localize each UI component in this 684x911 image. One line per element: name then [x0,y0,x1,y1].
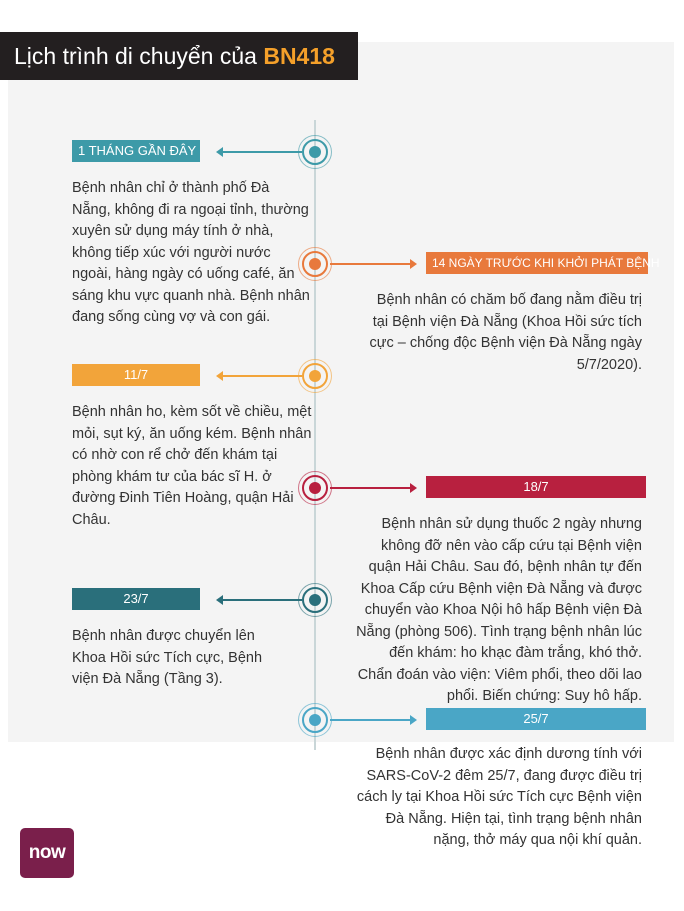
event-connector-6 [330,719,410,721]
event-connector-2 [330,263,410,265]
event-node-1 [302,139,328,165]
event-text-5: Bệnh nhân được chuyển lên Khoa Hồi sức Tích cực, Bệnh viện Đà Nẵng (Tầng 3). [72,628,263,687]
event-connector-1 [222,151,302,153]
event-connector-4 [330,487,410,489]
event-node-4 [302,475,328,501]
event-text-1: Bệnh nhân chỉ ở thành phố Đà Nẵng, không đi ra ngoại tỉnh, thường xuyên sử dụng máy tính ở nhà, không tiếp xúc với người nước ngoài, hàng ngày có uống café, ăn sáng khu vực quanh nhà. Bệnh nhân đang sống cùng vợ và con gái. [72,180,310,325]
event-label-5: 23/7 [72,588,200,610]
event-connector-5 [222,599,302,601]
timeline-line [314,120,316,750]
event-connector-3 [222,375,302,377]
event-arrow-5 [216,595,223,605]
event-text-3: Bệnh nhân ho, kèm sốt về chiều, mệt mỏi, sụt ký, ăn uống kém. Bệnh nhân có nhờ con rể chở đến khám tại phòng khám tư của bác sĩ H. ở đường Đinh Tiên Hoàng, quận Hải Châu. [72,404,312,528]
event-arrow-4 [410,483,417,493]
title-prefix: Lịch trình di chuyển của [14,43,264,69]
event-node-3 [302,363,328,389]
page-title [0,32,358,80]
now-logo: now [20,828,74,878]
event-node-2 [302,251,328,277]
event-text-4: Bệnh nhân sử dụng thuốc 2 ngày nhưng không đỡ nên vào cấp cứu tại Bệnh viện quận Hải Châu. Sau đó, bệnh nhân tự đến Khoa Cấp cứu Bệnh viện Đà Nẵng và được chuyển vào Khoa Nội hô hấp Bệnh viện Đà Nẵng (phòng 506). Tình trạng bệnh nhân lúc đến khám: ho khạc đàm trắng, khó thở. Chẩn đoán vào viện: Viêm phổi, theo dõi lao phổi. Biến chứng: Suy hô hấp. [356,516,642,704]
event-arrow-2 [410,259,417,269]
event-node-5 [302,587,328,613]
event-label-4: 18/7 [426,476,646,498]
event-label-6: 25/7 [426,708,646,730]
event-text-2: Bệnh nhân có chăm bố đang nằm điều trị tại Bệnh viện Đà Nẵng (Khoa Hồi sức tích cực – chống độc Bệnh viện Đà Nẵng ngày 5/7/2020). [369,292,642,373]
event-node-6 [302,707,328,733]
event-label-2: 14 NGÀY TRƯỚC KHI KHỞI PHÁT BỆNH [426,252,648,274]
event-arrow-1 [216,147,223,157]
event-arrow-6 [410,715,417,725]
event-arrow-3 [216,371,223,381]
event-text-6: Bệnh nhân được xác định dương tính với SARS-CoV-2 đêm 25/7, đang được điều trị cách ly tại Khoa Hồi sức Tích cực Bệnh viện Đà Nẵng. Hiện tại, tình trạng bệnh nhân nặng, thở máy qua nội khí quản. [356,746,642,848]
title-highlight: BN418 [263,43,335,69]
event-label-1: 1 THÁNG GẦN ĐÂY [72,140,200,162]
event-label-3: 11/7 [72,364,200,386]
